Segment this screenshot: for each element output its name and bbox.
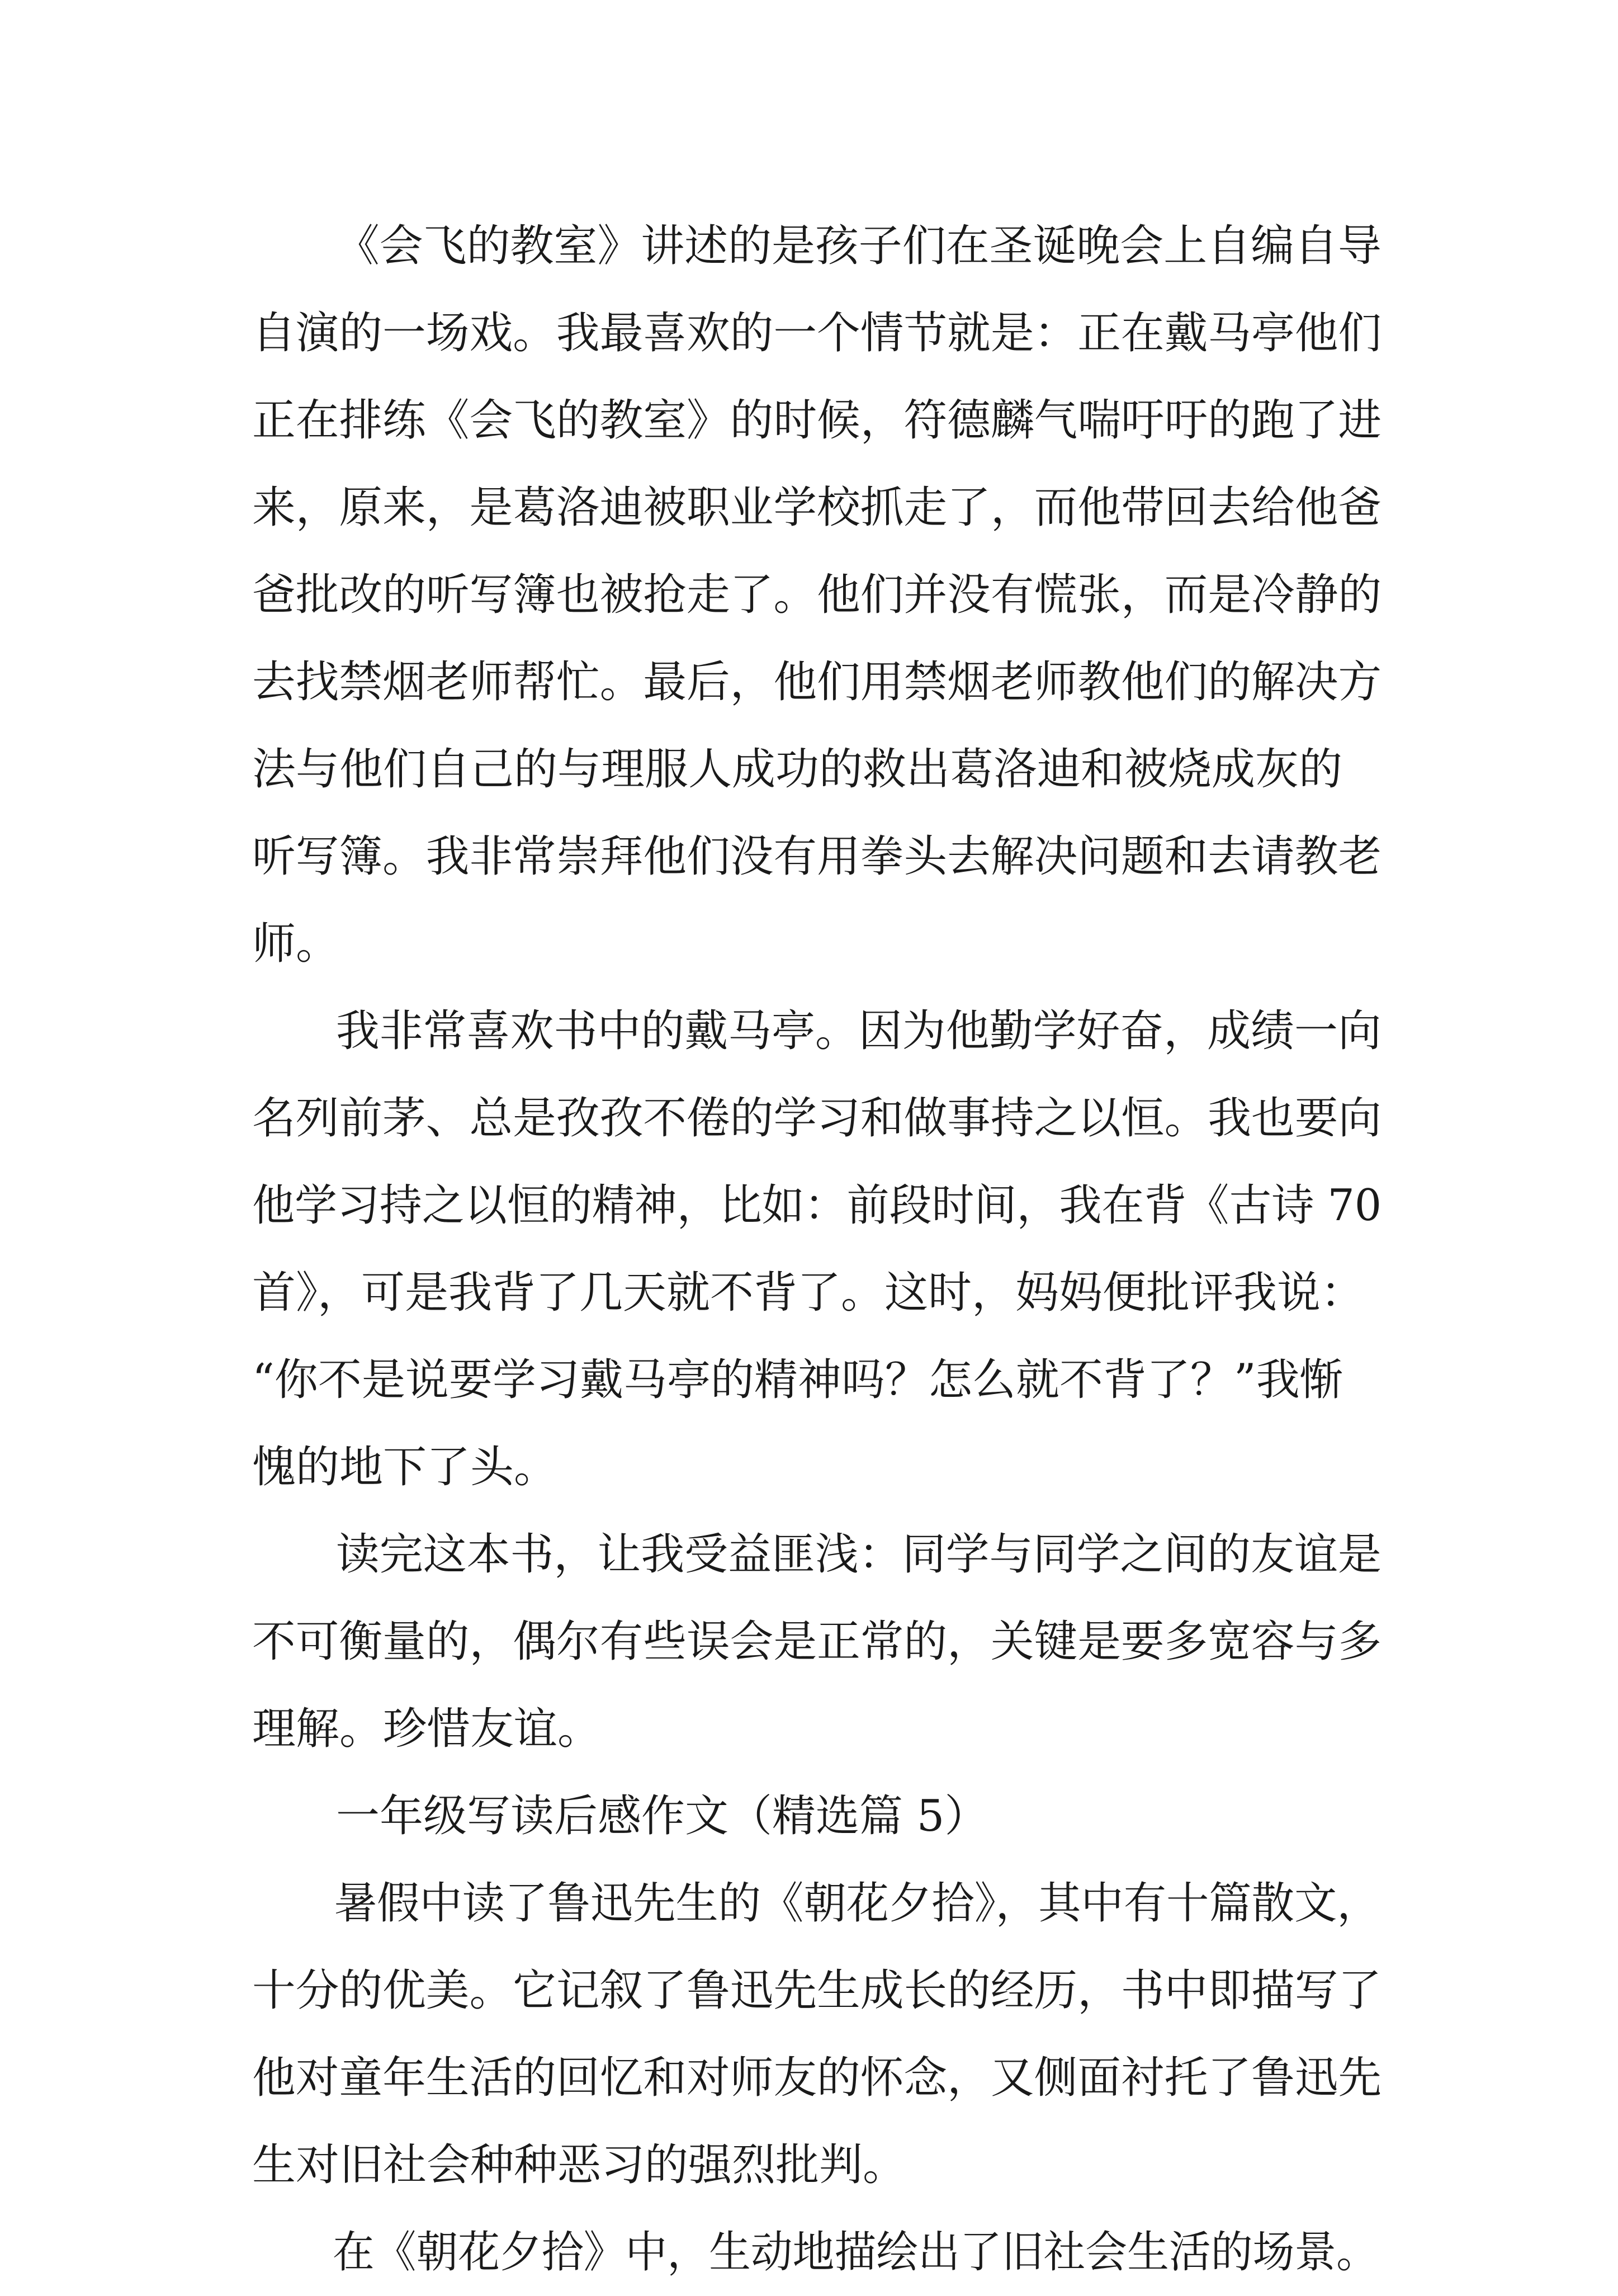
text-line: 十分的优美。它记叙了鲁迅先生成长的经历，书中即描写了	[252, 1966, 1382, 2016]
heading-line: 一年级写读后感作文（精选篇 5）	[336, 1791, 988, 1841]
text-line: 来，原来，是葛洛迪被职业学校抓走了，而他带回去给他爸	[252, 483, 1382, 533]
text-line: 愧的地下了头。	[252, 1442, 558, 1492]
text-line: 法与他们自己的与理服人成功的救出葛洛迪和被烧成灰的	[252, 744, 1343, 795]
section-heading	[252, 1773, 1382, 1860]
text-line: 理解。珍惜友谊。	[252, 1704, 602, 1754]
text-line: 暑假中读了鲁迅先生的《朝花夕拾》，其中有十篇散文，	[334, 1878, 1380, 1929]
document-body	[252, 202, 1382, 2296]
paragraph-dawn-blossoms-intro	[252, 1860, 1382, 2209]
paragraph-lesson-learned	[252, 1511, 1382, 1773]
paragraph-favorite-character	[252, 988, 1382, 1511]
text-line: 正在排练《会飞的教室》的时候，符德麟气喘吁吁的跑了进	[252, 395, 1382, 446]
text-line: 在《朝花夕拾》中，生动地描绘出了旧社会生活的场景。	[332, 2227, 1378, 2278]
text-line: 《会飞的教室》讲述的是孩子们在圣诞晚会上自编自导	[335, 221, 1382, 271]
text-line: 去找禁烟老师帮忙。最后，他们用禁烟老师教他们的解决方	[252, 657, 1382, 707]
text-line: 生对旧社会种种恶习的强烈批判。	[252, 2140, 907, 2190]
text-line: 师。	[252, 919, 340, 969]
paragraph-dawn-blossoms-scenes	[252, 2209, 1382, 2296]
text-line: 自演的一场戏。我最喜欢的一个情节就是：正在戴马亭他们	[252, 308, 1382, 358]
text-line: 爸批改的听写簿也被抢走了。他们并没有慌张，而是冷静的	[252, 570, 1382, 620]
paragraph-flying-classroom-plot	[252, 202, 1382, 988]
text-line: 听写簿。我非常崇拜他们没有用拳头去解决问题和去请教老	[252, 832, 1382, 882]
text-line: 名列前茅、总是孜孜不倦的学习和做事持之以恒。我也要向	[252, 1093, 1382, 1144]
text-line: 我非常喜欢书中的戴马亭。因为他勤学好奋，成绩一向	[335, 1006, 1382, 1056]
text-line: 读完这本书，让我受益匪浅：同学与同学之间的友谊是	[335, 1529, 1382, 1580]
text-line: 首》，可是我背了几天就不背了。这时，妈妈便批评我说：	[252, 1268, 1365, 1318]
text-line: 他对童年生活的回忆和对师友的怀念，又侧面衬托了鲁迅先	[252, 2053, 1382, 2103]
text-line: “你不是说要学习戴马亭的精神吗？怎么就不背了？”我惭	[252, 1355, 1343, 1405]
text-line: 不可衡量的，偶尔有些误会是正常的，关键是要多宽容与多	[252, 1617, 1382, 1667]
text-line: 他学习持之以恒的精神，比如：前段时间，我在背《古诗 70	[252, 1180, 1382, 1231]
